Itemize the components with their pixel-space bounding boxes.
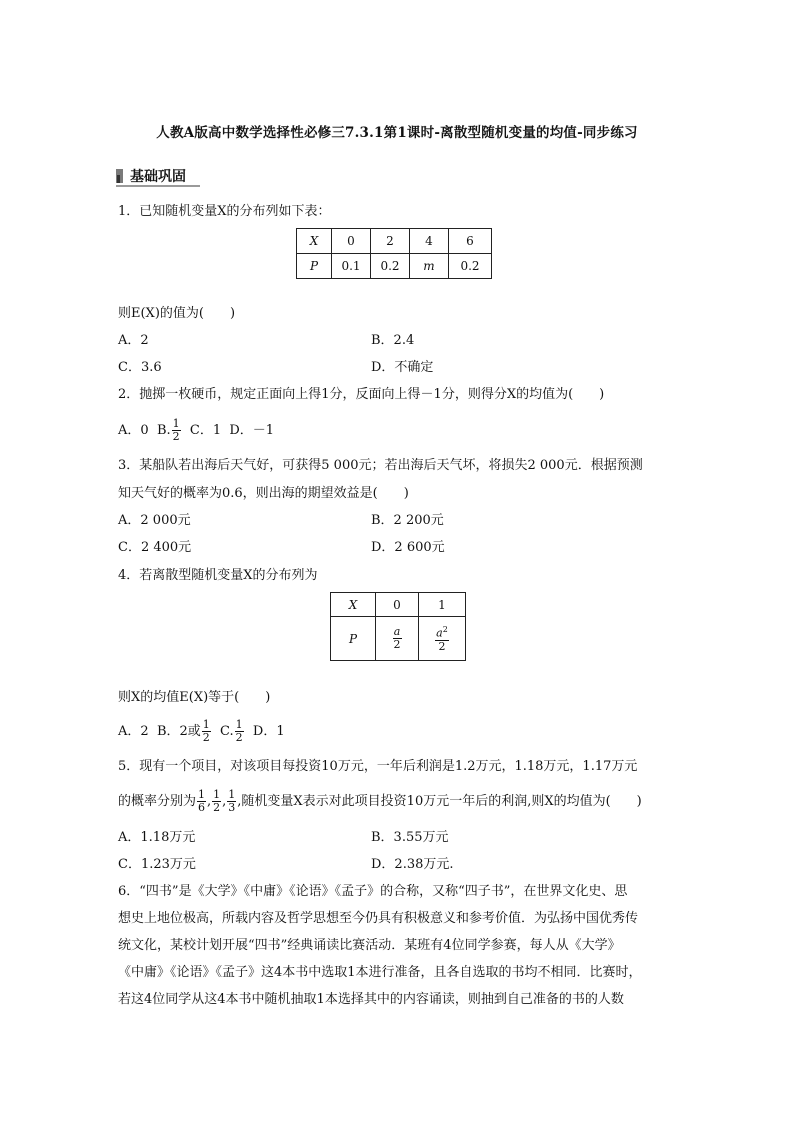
- q5-option-c: C．1.23万元: [118, 857, 196, 872]
- fraction-numerator-exponent: 2: [442, 625, 448, 635]
- q1-table-cell: 0.2: [371, 254, 410, 279]
- q1-stem: 1．已知随机变量X的分布列如下表：: [118, 204, 331, 219]
- q1-table-cell: m: [410, 254, 449, 279]
- q4-option-c-label: C.: [220, 724, 234, 739]
- q1-option-a: A．2: [118, 333, 149, 348]
- q2-stem: 2．抛掷一枚硬币，规定正面向上得1分，反面向上得－1分，则得分X的均值为( ): [118, 387, 605, 402]
- q4-option-a: A．2: [118, 724, 149, 739]
- q5-stem-prefix: 的概率分别为: [118, 794, 197, 809]
- fraction-numerator: [435, 624, 449, 641]
- fraction-numerator: 1: [213, 788, 221, 801]
- q4-distribution-table: [330, 592, 466, 661]
- fraction-denominator: 3: [228, 801, 236, 814]
- q5-stem-line2: 的概率分别为 $\frac{1}{6}$ , $\frac{1}{2}$ , $\frac{1}{3}$ ,随机变量X表示对此项目投资10万元一年后的利润,则X的均值为( ): [118, 788, 642, 814]
- q4-option-b-label: B．2或: [156, 724, 201, 739]
- q4-options: [118, 713, 285, 751]
- fraction-numerator: a: [393, 625, 401, 638]
- q1-distribution-table: [296, 228, 492, 279]
- q4-table-cell: [419, 617, 466, 661]
- q6-line: 统文化，某校计划开展“四书”经典诵读比赛活动．某班有4位同学参赛，每人从《大学》: [118, 938, 621, 953]
- q4-table-cell: P: [331, 617, 376, 661]
- fraction-denominator: 2: [393, 638, 401, 651]
- q1-table-cell: 0.1: [332, 254, 371, 279]
- q6-line: 《中庸》《论语》《孟子》这4本书中选取1本进行准备，且各自选取的书均不相同．比赛时，: [118, 965, 642, 980]
- q5-fraction: [197, 789, 206, 814]
- q4-ask: 则X的均值E(X)等于( ): [118, 690, 271, 705]
- section-title: 基础巩固: [130, 169, 186, 185]
- q5-fraction: [212, 789, 221, 814]
- q5-option-a: A．1.18万元: [118, 830, 196, 845]
- q4-option-b-fraction: [202, 719, 211, 744]
- q1-table-cell: X: [297, 229, 332, 254]
- fraction-numerator: 1: [202, 718, 210, 731]
- fraction-denominator: 2: [438, 639, 446, 653]
- q1-option-c: C．3.6: [118, 360, 162, 375]
- q1-table-cell: 0: [332, 229, 371, 254]
- q5-fraction: [227, 789, 236, 814]
- q6-line: 6．“四书”是《大学》《中庸》《论语》《孟子》的合称，又称“四子书”，在世界文化史、思: [118, 884, 628, 899]
- q4-p1-fraction: [435, 624, 449, 653]
- q1-option-d: D．不确定: [371, 360, 434, 375]
- q4-table-cell: 0: [376, 593, 419, 617]
- q3-option-d: D．2 600元: [371, 540, 445, 555]
- q5-option-b: B．3.55万元: [371, 830, 449, 845]
- q4-option-d: D．1: [252, 724, 285, 739]
- section-marker-accent: [117, 175, 120, 183]
- q2-option-d: D．－1: [229, 423, 275, 438]
- q1-option-b: B．2.4: [371, 333, 415, 348]
- fraction-numerator: 1: [228, 788, 236, 801]
- fraction-denominator: 6: [198, 801, 206, 814]
- q5-option-d: D．2.38万元.: [371, 857, 454, 872]
- section-heading: [116, 166, 200, 185]
- q4-p0-fraction: [393, 626, 402, 651]
- q2-option-b-label: B.: [156, 423, 171, 438]
- q1-ask: 则E(X)的值为( ): [118, 306, 236, 321]
- q5-stem-line1: 5．现有一个项目，对该项目每投资10万元，一年后利润是1.2万元，1.18万元，1.17万元: [118, 759, 638, 774]
- q6-line: 想史上地位极高，所载内容及哲学思想至今仍具有积极意义和参考价值．为弘扬中国优秀传: [118, 911, 639, 926]
- page-title: 人教A版高中数学选择性必修三7.3.1第1课时-离散型随机变量的均值-同步练习: [156, 125, 638, 141]
- fraction-denominator: 2: [235, 731, 243, 744]
- q1-table-cell: 4: [410, 229, 449, 254]
- q4-table-cell: 1: [419, 593, 466, 617]
- q2-options: [118, 412, 274, 450]
- fraction-numerator: 1: [235, 718, 243, 731]
- fraction-numerator-base: a: [436, 626, 443, 640]
- q3-option-b: B．2 200元: [371, 513, 444, 528]
- q2-option-c: C．1: [189, 423, 222, 438]
- q4-option-c-fraction: [235, 719, 244, 744]
- fraction-denominator: 2: [172, 430, 180, 443]
- q2-option-b-fraction: [172, 418, 181, 443]
- q1-table-cell: 6: [449, 229, 492, 254]
- q1-table-cell: 0.2: [449, 254, 492, 279]
- q5-stem-suffix: ,随机变量X表示对此项目投资10万元一年后的利润,则X的均值为( ): [237, 794, 642, 809]
- fraction-numerator: 1: [172, 417, 180, 430]
- q3-option-a: A．2 000元: [118, 513, 191, 528]
- q3-stem-line1: 3．某船队若出海后天气好，可获得5 000元；若出海后天气坏，将损失2 000元．根据预测: [118, 458, 643, 473]
- q3-option-c: C．2 400元: [118, 540, 192, 555]
- q2-option-a: A．0: [118, 423, 149, 438]
- fraction-denominator: 2: [202, 731, 210, 744]
- fraction-denominator: 2: [213, 801, 221, 814]
- q1-table-cell: 2: [371, 229, 410, 254]
- section-underline: [116, 185, 200, 187]
- q1-table-cell: P: [297, 254, 332, 279]
- q4-stem: 4．若离散型随机变量X的分布列为: [118, 568, 318, 583]
- q3-stem-line2: 知天气好的概率为0.6，则出海的期望效益是( ): [118, 486, 409, 501]
- q6-line: 若这4位同学从这4本书中随机抽取1本选择其中的内容诵读，则抽到自己准备的书的人数: [118, 992, 624, 1007]
- q4-table-cell: X: [331, 593, 376, 617]
- fraction-numerator: 1: [198, 788, 206, 801]
- q4-table-cell: [376, 617, 419, 661]
